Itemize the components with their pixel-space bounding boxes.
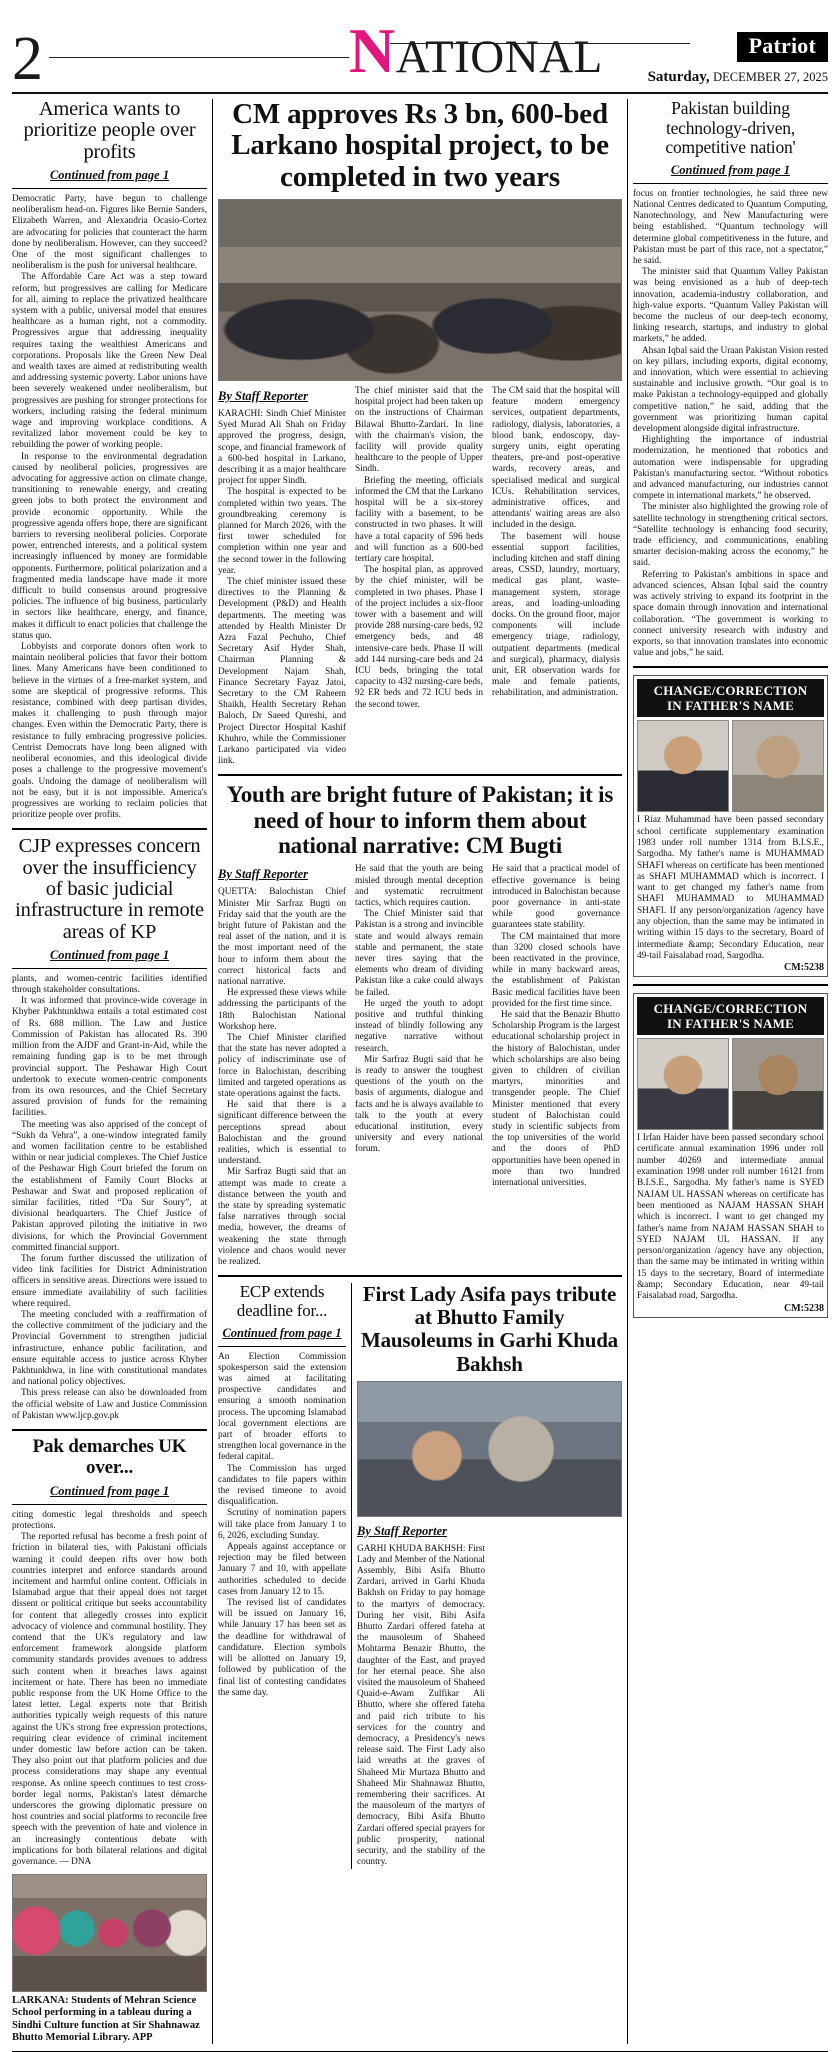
notice-ref-1: CM:5238 bbox=[784, 962, 824, 974]
paragraph: The Chief Minister clarified that the state has never adopted a policy of indiscriminate use of force in Balochistan, describing limited and targeted operations as state operations against the facts. bbox=[218, 1032, 346, 1099]
masthead-rule-right bbox=[390, 43, 690, 44]
dateline bbox=[648, 69, 828, 86]
notice-portraits-1 bbox=[637, 720, 824, 812]
paragraph: The Affordable Care Act was a step toward reform, but progressives are calling for Medicare for all, aiming to replace the privatized healthcare system with a public, universal model that ensures healthcare as a human right, not a commodity. Progressives argue that addressing inequality requires taxing the wealthiest Americans and corporations. Proposals like the Green New Deal and wealth taxes are aimed at redistributing wealth and addressing systemic poverty. Labor unions have been severely weakened under neoliberalism, but progressives are pushing for stronger protections for workers, including raising the federal minimum wage and improving workplace conditions. A revitalized labor movement could be key to rebuilding the power of working people. bbox=[12, 272, 208, 451]
article-cjp-concern bbox=[12, 836, 207, 1422]
headline-cm-hospital: CM approves Rs 3 bn, 600-bed Larkano hospital project, to be completed in two years bbox=[231, 98, 609, 193]
article-divider bbox=[218, 1275, 622, 1277]
paragraph: Democratic Party, have begun to challenge neoliberalism head-on. Figures like Bernie Sanders, Elizabeth Warren, and Alexandria Ocasio-Cortez are advocating for policies that counteract the harm done by neoliberalism. However, can they succeed? One of the most significant challenges to neoliberalism is the push for universal healthcare. bbox=[12, 193, 208, 272]
paragraph: The hospital plan, as approved by the chief minister, will be completed in two phases. Phase I of the project includes a six-floor tower with a basement and will provide 288 nursing-care beds, 92 emergency beds, and 48 intensive-care beds. Phase II will add 144 nursing-care beds and 24 ICU beds, bringing the total capacity to 432 nursing-care beds, 92 ER beds and 72 ICU beds in the second tower. bbox=[355, 565, 483, 710]
notice-divider bbox=[633, 666, 828, 668]
section-title-rest: ATIONAL bbox=[395, 31, 603, 83]
first-lady-col-1 bbox=[357, 1521, 485, 1869]
article-first-lady bbox=[357, 1283, 622, 1868]
cm-col-2 bbox=[355, 386, 483, 768]
first-lady-col-2 bbox=[494, 1521, 622, 1869]
headline-cjp: CJP expresses concern over the insufficiency of basic judicial infrastructure in remote areas of KP bbox=[15, 835, 204, 943]
paragraph: Ahsan Iqbal said the Uraan Pakistan Vision rested on key pillars, including exports, digital economy, and innovation, which were essential to achieving sustainable and inclusive growth. “Our goal is to make Pakistan a technology-equipped and globally competitive nation,” he said, adding that the government was prioritizing human capital development alongside digital infrastructure. bbox=[632, 345, 828, 435]
notice-change-correction-1 bbox=[633, 675, 828, 977]
paragraph: He said that there is a significant difference between the perceptions spread about Balochistan and the ground realities, which is essential to understand. bbox=[218, 1100, 346, 1167]
paragraph: This press release can also be downloaded from the official website of Law and Justice Commission of Pakistan www.ljcp.gov.pk bbox=[12, 1388, 208, 1421]
article-divider bbox=[218, 774, 622, 776]
bottom-center-row bbox=[218, 1283, 622, 1868]
notice-change-correction-2 bbox=[633, 993, 828, 1317]
paragraph: The basement will house essential support facilities, including kitchen and staff dining areas, CSSD, laundry, mortuary, medical gas plant, waste-management system, storage areas, and loading-unloading docks. On the ground floor, major components will include emergency triage, radiology, outpatient departments (medical and surgical), pharmacy, dialysis unit, ER observation wards for male and female patients, rehabilitation, and administration. bbox=[492, 531, 620, 699]
continued-label-tech: Continued from page 1 bbox=[670, 162, 791, 177]
left-column bbox=[12, 99, 207, 2044]
notice-portraits-2 bbox=[637, 1038, 824, 1130]
youth-col-2 bbox=[355, 864, 483, 1268]
paragraph: The minister also highlighted the growing role of satellite technology in strengthening critical sectors. “Satellite technology is enhancing food security, trade efficiency, and communications, enabling smarter decision-making across the economy,” he said. bbox=[632, 502, 828, 569]
article-youth-bugti bbox=[218, 782, 622, 1268]
masthead bbox=[12, 10, 828, 93]
headline-ecp: ECP extends deadline for... bbox=[236, 1282, 328, 1320]
headline-america: America wants to prioritize people over profits bbox=[23, 98, 196, 163]
article-pak-demarches bbox=[12, 1437, 207, 1868]
paragraph: Lobbyists and corporate donors often work to maintain neoliberal policies that favor their bottom lines. Many Americans have been conditioned to believe in the virtues of a free-market system, and some are skeptical of progressive reforms. This resistance, combined with deep partisan divides, makes it challenging to push through major changes. Even within the Democratic Party, there is resistance to fully embracing progressive policies. Centrist Democrats have long been aligned with neoliberal economies, and this ideological divide poses a challenge to the progressive movement's goals. Undoing the damage of neoliberalism will not be easy, but it is not impossible. America's progressives are working to reclaim policies that prioritize people over profits. bbox=[12, 642, 208, 821]
article-ecp-deadline bbox=[218, 1283, 346, 1868]
byline-cm-hospital: By Staff Reporter bbox=[218, 388, 309, 403]
paragraph: The chief minister issued these directives to the Planning & Development (P&D) and Health departments. The meeting was attended by Health Minister Dr Azra Fazal Pechuho, Chief Secretary Asif Hyder Shah, Chairman Planning & Development Najam Shah, Finance Secretary Fayaz Jatoi, Secretary to the CM Raheem Shaikh, Health Secretary Rehan Baloch, Dr Saeed Qureshi, and Project Director Hospital Kashif Khuhro, while the Commissioner Larkano participated via video link. bbox=[218, 576, 346, 767]
byline-youth: By Staff Reporter bbox=[218, 867, 309, 882]
paragraph: It was informed that province-wide coverage in Khyber Pakhtunkhwa entails a total estimated cost of Rs. 688 million. The Law and Justice Commission of Pakistan has allocated Rs. 390 million from the AJDF and Grant-in-Aid, while the remaining funding gap is to be met through provincial support. The Peshawar High Court undertook to execute women-centric components from its own resources, and the Chief Secretary assured provision of funds for the remaining facilities. bbox=[12, 996, 208, 1119]
right-column bbox=[633, 99, 828, 2044]
paragraph: He expressed these views while addressing the participants of the 18th Balochistan National Workshop here. bbox=[218, 988, 346, 1032]
youth-col-3 bbox=[492, 864, 620, 1268]
article-tech-nation bbox=[633, 99, 828, 659]
paragraph: Referring to Pakistan's ambitions in space and advanced sciences, Ahsan Iqbal said the country was actively striving to expand its footprint in the space domain through innovation and international collaboration. “The government is working to connect university research with industry and exports, so that innovation translates into economic value and jobs,” he said. bbox=[632, 569, 828, 659]
paragraph: focus on frontier technologies, he said three new National Centres dedicated to Quantum Computing, Nanotechnology, and New Manufacturing were being established. “Quantum technology will determine global competitiveness in the future, and Pakistan must be part of this race, not a spectator,” he said. bbox=[632, 188, 828, 266]
paragraph: The revised list of candidates will be issued on January 16, while January 17 has been set as the deadline for withdrawal of candidature. Election symbols will be allotted on January 19, followed by publication of the final list of contesting candidates the same day. bbox=[218, 1598, 346, 1698]
cm-hospital-body bbox=[218, 386, 622, 768]
paragraph: He urged the youth to adopt positive and truthful thinking instead of blindly following any negative narrative without research. bbox=[355, 998, 483, 1054]
youth-body bbox=[218, 864, 622, 1268]
portrait-photo bbox=[637, 1038, 729, 1130]
continued-label-ecp: Continued from page 1 bbox=[222, 1325, 342, 1340]
continued-label-cjp: Continued from page 1 bbox=[49, 947, 170, 962]
continued-label-america: Continued from page 1 bbox=[49, 167, 170, 182]
photo-caption-tableau: LARKANA: Students of Mehran Science School performing in a tableau during a Sindhi Culture function at Sir Shahnawaz Bhutto Memorial Library. APP bbox=[12, 1995, 200, 2043]
article-cm-hospital bbox=[218, 99, 622, 767]
section-title bbox=[349, 15, 603, 86]
paragraph: He said that a practical model of effective governance is being introduced in Balochistan because poor governance in anti-state while good governance guarantees state stability. bbox=[492, 864, 620, 931]
headline-pak-demarches: Pak demarches UK over... bbox=[32, 1436, 187, 1478]
cm-col-3 bbox=[492, 386, 620, 768]
masthead-rule-left bbox=[49, 57, 349, 58]
paragraph: The Chief Minister said that Pakistan is a strong and invincible state and would always remain stable and permanent, the state never tires saying that the elements who dream of dividing Pakistan like a cake could always be failed. bbox=[355, 909, 483, 998]
paragraph: An Election Commission spokesperson said the extension was aimed at facilitating prospective candidates and ensuring a smooth nomination process. The upcoming Islamabad local government elections are part of broader efforts to strengthen local governance in the federal capital. bbox=[218, 1351, 346, 1463]
photo-cm-meeting bbox=[218, 199, 622, 381]
column-separator bbox=[627, 99, 628, 2044]
paragraph: The Commission has urged candidates to file papers within the revised timeone to avoid disqualification. bbox=[218, 1463, 346, 1508]
byline-first-lady: By Staff Reporter bbox=[357, 1523, 448, 1538]
continued-wrap-demarches bbox=[12, 1484, 207, 1505]
article-divider bbox=[12, 828, 207, 830]
continued-wrap-ecp bbox=[218, 1326, 346, 1347]
column-separator bbox=[212, 99, 213, 2044]
portrait-photo bbox=[732, 720, 824, 812]
photo-tableau-block bbox=[12, 1874, 207, 2044]
notice-body-1: I Riaz Muhammad have been passed secondary school certificate supplementary examination 1983 under roll number 1314 from B.I.S.E., Sargodha. My father's name is MUHAMMAD SHAFI whereas on certificate has been mentioned as SHAFI MUHAMMAD which is incorrect. I want to get changed my father's name from SHAFI MUHAMMAD to MUHAMMAD SHAFI. If any person/organization /agency have any objection, than the same may be intimated in writing within 15 days to the secretary, Board of intermediate &amp; Secondary Education, near 49-tail Faisalabad road, Sargodha. bbox=[636, 815, 824, 961]
section-title-initial: N bbox=[349, 15, 396, 86]
notice-title-line-1: CHANGE/CORRECTION bbox=[653, 1001, 808, 1017]
paragraph: He said that the Benazir Bhutto Scholarship Program is the largest educational scholarship project in the history of Balochistan, under which scholarships are also being given to children of civilian martyrs, minorities and transgender people. The Chief Minister mentioned that every student of Balochistan could study in scientific subjects from the top universities of the world and the doors of PhD opportunities have been opened in more than two hundred international universities. bbox=[492, 1009, 620, 1189]
paragraph: citing domestic legal thresholds and speech protections. bbox=[12, 1509, 208, 1531]
dateline-day: Saturday, bbox=[647, 69, 710, 85]
column-separator bbox=[351, 1283, 352, 1868]
article-america-prioritize bbox=[12, 99, 207, 821]
continued-wrap-cjp bbox=[12, 948, 207, 969]
article-divider bbox=[12, 1429, 207, 1431]
notice-title-1 bbox=[637, 679, 824, 717]
paragraph: The minister said that Quantum Valley Pakistan was being envisioned as a hub of deep-tech innovation, academia-industry collaboration, and high-value exports. “Quantum Valley Pakistan will become the nucleus of our deep-tech economy, linking research, startups, and industry to global markets,” he added. bbox=[632, 267, 828, 345]
paragraph: In response to the environmental degradation caused by neoliberal policies, progressives are advocating for aggressive action on climate change, transitioning to renewable energy, and creating green jobs to both protect the environment and provide economic opportunity. While the progressive agenda offers hope, there are significant barriers to reversing neoliberal policies. Corporate power, entrenched interests, and a political system increasingly influenced by money are formidable opponents. Furthermore, political polarization and a fragmented media landscape have made it more difficult to build consensus around progressive policies. The influence of big business, particularly in sectors like healthcare, energy, and finance, makes it difficult to enact policies that challenge the status quo. bbox=[12, 451, 208, 641]
portrait-photo bbox=[637, 720, 729, 812]
notice-title-line-1: CHANGE/CORRECTION bbox=[653, 683, 808, 699]
paragraph: Appeals against acceptance or rejection may be filed between January 7 and 10, with appellate authorities scheduled to decide cases from January 12 to 15. bbox=[218, 1542, 346, 1597]
portrait-photo bbox=[732, 1038, 824, 1130]
photo-tableau bbox=[12, 1874, 207, 1992]
photo-mausoleum bbox=[357, 1381, 622, 1517]
notice-divider bbox=[633, 984, 828, 986]
first-lady-body bbox=[357, 1521, 622, 1869]
headline-first-lady: First Lady Asifa pays tribute at Bhutto Family Mausoleums in Garhi Khuda Bakhsh bbox=[361, 1282, 618, 1376]
masthead-bottom-rule bbox=[12, 92, 828, 94]
paragraph: KARACHI: Sindh Chief Minister Syed Murad Ali Shah on Friday approved the progress, design, scope, and financial framework of a 600-bed hospital in Larkano, describing it as a major healthcare project for upper Sindh. bbox=[218, 408, 346, 487]
paragraph: plants, and women-centric facilities identified through stakeholder consultations. bbox=[12, 973, 208, 996]
paragraph: Briefing the meeting, officials informed the CM that the Larkano hospital will be a six-storey facility with a basement, to be constructed in two phases. It will have a total capacity of 596 beds and will function as a 600-bed tertiary care hospital. bbox=[355, 475, 483, 564]
notice-body-2: I Irfan Haider have been passed secondary school certificate annual examination 1996 under roll number 40269 and intermediate annual examination 1998 under roll number 16121 from B.I.S.E., Sargodha. My father's name is SYED NAJAM UL HASSAN whereas on certificate has been mentioned as NAJAM HASSAN SHAH which is incorrect. I want to get changed my father's name from NAJAM HASSAN SHAH to SYED NAJAM UL HASSAN. If any person/organization /agency have any objection, than the same may be intimated in writing within 15 days to the secretary, Board of intermediate &amp; Secondary Education, near 49-tail Faisalabad road, Sargodha. bbox=[636, 1133, 824, 1302]
paragraph: Highlighting the importance of industrial modernization, he mentioned that robotics and automation were indispensable for upgrading Pakistan's manufacturing sector. “Without robotics and advanced manufacturing, our industries cannot compete in international markets,” he observed. bbox=[632, 435, 828, 502]
center-column bbox=[218, 99, 622, 2044]
paragraph: Mir Sarfraz Bugti said that he is ready to answer the toughest questions of the youth on the basis of arguments, dialogue and facts and he is always available to talk to the youth at every educational institution, every university and every national forum. bbox=[355, 1054, 483, 1155]
continued-wrap-america bbox=[12, 168, 207, 189]
paragraph: The meeting concluded with a reaffirmation of the collective commitment of the judiciary and the Provincial Government to strengthen judicial infrastructure, enhance public facilitation, and ensure equitable access to justice across Khyber Pakhtunkhwa, in line with constitutional mandates and national policy objectives. bbox=[12, 1309, 208, 1388]
youth-col-1 bbox=[218, 864, 346, 1268]
paragraph: Scrutiny of nomination papers will take place from January 1 to 6, 2026, excluding Sunday. bbox=[218, 1508, 346, 1541]
notice-ref-2: CM:5238 bbox=[784, 1302, 824, 1314]
paragraph: The CM said that the hospital will feature modern emergency services, outpatient departments, radiology, dialysis, laboratories, a blood bank, endoscopy, day-surgery units, eight operating theaters, pre-and post-operative wards, recovery areas, and specialised medical and surgical ICUs. Rehabilitation services, administrative offices, and attendants' waiting areas are also included in the design. bbox=[492, 385, 620, 531]
cm-col-1 bbox=[218, 386, 346, 768]
notice-title-2 bbox=[637, 997, 824, 1035]
headline-tech-nation: Pakistan building technology-driven, competitive nation' bbox=[665, 98, 796, 158]
paragraph: QUETTA: Balochistan Chief Minister Mir Sarfraz Bugti on Friday said that the youth are the bright future of Pakistan and the real asset of the nation, and it is the most important need of the hour to inform them about the correct historical facts and national narrative. bbox=[218, 887, 346, 987]
brand-logo: Patriot bbox=[737, 32, 828, 62]
paragraph: Mir Sarfraz Bugti said that an attempt was made to create a distance between the youth and the state by spreading systematic false narratives through social media, however, the dreams of weakening the state through violence and chaos would never be realized. bbox=[218, 1167, 346, 1268]
paragraph: The meeting was also apprised of the concept of “Sukh da Vehra”, a one-window integrated family and women facilitation centre to be established within or near judicial complexes. The Chief Justice of the Peshawar High Court briefed the forum on the establishment of Family Court Blocks at Peshawar and Swat and proposed replication of similar facilities, titled “Da Sur Soury”, at divisional headquarters. The Chief Justice of Pakistan approved piloting the initiative in two divisions, for which the Provincial Government committed financial support. bbox=[12, 1119, 208, 1253]
paragraph: GARHI KHUDA BAKHSH: First Lady and Member of the National Assembly, Bibi Asifa Bhutto Zardari, arrived in Garhi Khuda Bakhsh on Friday to pay homage to the martyrs of democracy. During her visit, Bibi Asifa Bhutto Zardari offered fateha at the mausoleum of Shaheed Mohtarma Benazir Bhutto, the daughter of the East, and prayed for her eternal peace. She also visited the mausoleum of Shaheed Quaid-e-Awam Zulfikar Ali Bhutto, where she offered fateha and paid rich tribute to his services for the country and democracy, a Presidency's news release said. The First Lady also laid wreaths at the graves of Shaheed Mir Murtaza Bhutto and Shaheed Mir Shahnawaz Bhutto, remembering their sacrifices. At the mausoleum of the martyrs of democracy, Bibi Asifa Bhutto Zardari offered special prayers for public prosperity, national security, and the stability of the country. bbox=[357, 1543, 485, 1868]
dateline-date: DECEMBER 27, 2025 bbox=[713, 70, 828, 84]
paragraph: The CM maintained that more than 3200 closed schools have been reactivated in the province, while in many backward areas, the establishment of Pakistan Basic medical facilities have been provided for the first time since. bbox=[492, 931, 620, 1009]
paragraph: The forum further discussed the utilization of video link facilities for District Administration officers in sensitive areas. Directions were issued to ensure immediate availability of such facilities where required. bbox=[12, 1253, 208, 1309]
headline-youth-bugti: Youth are bright future of Pakistan; it is need of hour to inform them about national narrative: CM Bugti bbox=[226, 782, 614, 859]
notice-title-line-2: IN FATHER'S NAME bbox=[667, 1016, 794, 1032]
paragraph: The reported refusal has become a fresh point of friction in bilateral ties, with Pakistani officials warning it could deepen rifts over how both countries interpret and enforce standards around incitement and harmful online content. Officials in Islamabad argue that their appeal does not target dissent or political critique but seeks accountability for content that allegedly crosses into explicit advocacy of violence and communal hostility. They contend that the UK's regulatory and law enforcement framework alongside platform community standards provides avenues to address such content when it breaches laws against incitement or hate. There has been no immediate public response from the UK Home Office to the latest letter. Legal experts note that British authorities typically weigh requests of this nature against the UK's strong free expression protections, requiring clear evidence of criminal incitement under domestic law before action can be taken. They also point out that platform policies and due process considerations may shape any eventual response. As online speech continues to test cross-border legal norms, Pakistan's latest démarche underscores the growing diplomatic pressure on host countries and social platforms to reconcile free speech with the prevention of hate and violence in an increasingly contentious debate with implications for both bilateral relations and digital governance. — DNA bbox=[12, 1532, 208, 1868]
page-grid bbox=[12, 99, 828, 2044]
notice-title-line-2: IN FATHER'S NAME bbox=[667, 698, 794, 714]
masthead-right bbox=[648, 32, 828, 88]
paragraph: The chief minister said that the hospital project had been taken up on the instructions of Chairman Bilawal Bhutto-Zardari. In line with the chairman's vision, the facility will provide quality healthcare to the people of Upper Sindh. bbox=[355, 385, 483, 475]
paragraph: The hospital is expected to be completed within two years. The groundbreaking ceremony is planned for March 2026, with the first tower scheduled for completion within one year and the second tower in the following year. bbox=[218, 487, 346, 576]
paragraph: He said that the youth are being misled through mental deception and systematic recruitment tactics, which requires caution. bbox=[355, 864, 483, 908]
page-number: 2 bbox=[12, 25, 43, 93]
continued-label-demarches: Continued from page 1 bbox=[49, 1483, 170, 1498]
continued-wrap-tech bbox=[633, 163, 828, 184]
